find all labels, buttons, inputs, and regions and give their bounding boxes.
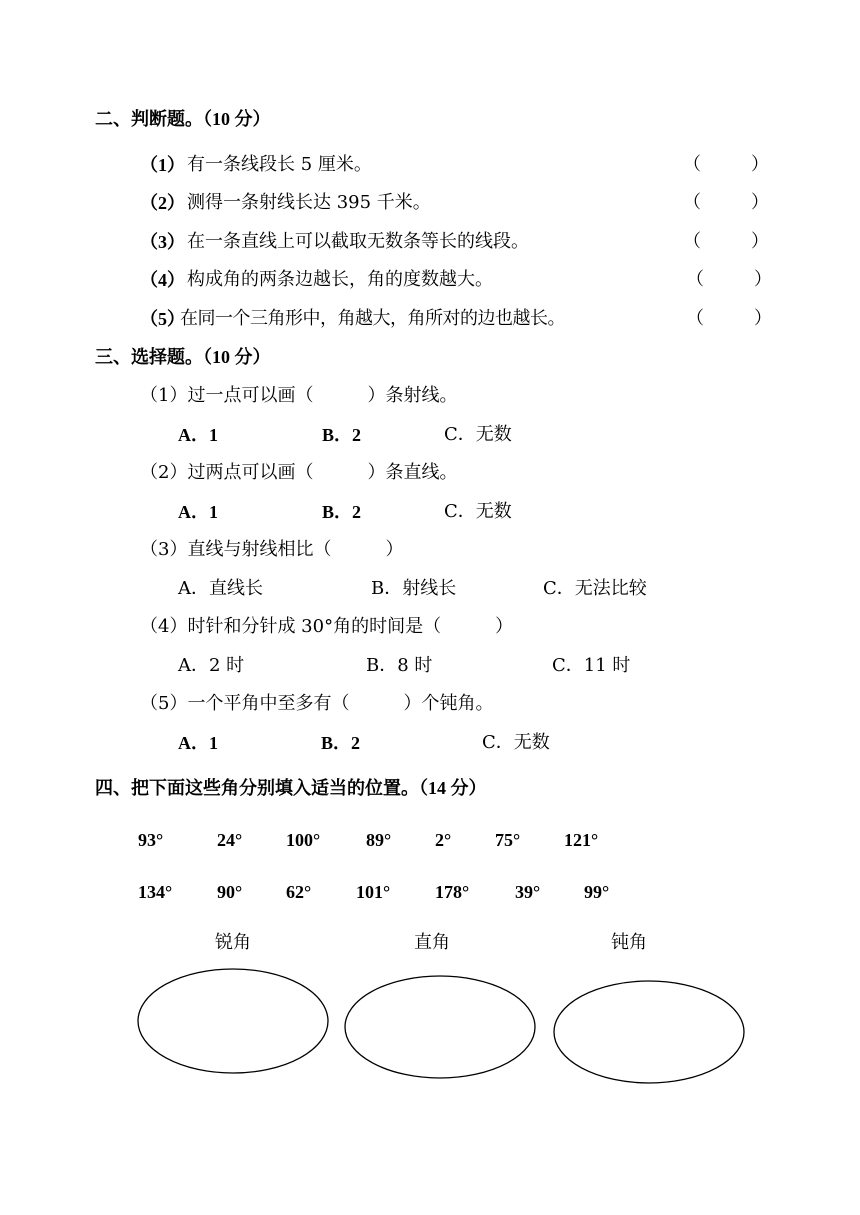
q2-option-a[interactable]: A．1 xyxy=(178,502,218,522)
q3-option-a[interactable]: A．直线长 xyxy=(178,578,263,599)
paren-right: ） xyxy=(754,308,772,329)
right-angle-oval[interactable] xyxy=(345,976,535,1078)
q3-option-c[interactable]: C．无法比较 xyxy=(543,578,647,599)
section3-q2-stem: （2）过两点可以画（ ）条直线。 xyxy=(140,462,458,483)
section4-title: 四、把下面这些角分别填入适当的位置。（14 分） xyxy=(95,778,487,798)
section2-q4-number: （4） xyxy=(140,270,185,290)
q4-option-b[interactable]: B．8 时 xyxy=(366,655,433,676)
q5-option-c[interactable]: C．无数 xyxy=(482,732,550,753)
q1-option-a[interactable]: A．1 xyxy=(178,425,218,445)
q5-option-b[interactable]: B．2 xyxy=(321,733,361,753)
section2-q3-number: （3） xyxy=(140,232,185,252)
paren-right: ） xyxy=(754,269,772,290)
angle-value[interactable]: 2° xyxy=(435,830,452,850)
section3-q4-stem: （4）时针和分针成 30°角的时间是（ ） xyxy=(140,616,514,637)
category-label-right: 直角 xyxy=(414,932,450,953)
angle-value[interactable]: 134° xyxy=(138,882,173,902)
angle-value[interactable]: 24° xyxy=(217,830,243,850)
angle-value[interactable]: 99° xyxy=(584,882,610,902)
paren-left: （ xyxy=(683,192,701,213)
q1-option-b[interactable]: B．2 xyxy=(322,425,362,445)
q2-option-c[interactable]: C．无数 xyxy=(444,501,512,522)
section2-q3-text: 在一条直线上可以截取无数条等长的线段。 xyxy=(187,231,529,252)
section2-q5-number: （5） xyxy=(140,309,185,329)
section2-q2-number: （2） xyxy=(140,193,185,213)
angle-value[interactable]: 62° xyxy=(286,882,312,902)
q5-option-a[interactable]: A．1 xyxy=(178,733,218,753)
q4-option-a[interactable]: A．2 时 xyxy=(178,655,245,676)
angle-value[interactable]: 39° xyxy=(515,882,541,902)
angle-value[interactable]: 121° xyxy=(564,830,599,850)
category-label-obtuse: 钝角 xyxy=(611,932,647,953)
section2-q2-text: 测得一条射线长达 395 千米。 xyxy=(187,192,431,213)
section2-q1-number: （1） xyxy=(140,155,185,175)
paren-right: ） xyxy=(751,192,769,213)
paren-left: （ xyxy=(683,231,701,252)
paren-right: ） xyxy=(751,154,769,175)
angle-value[interactable]: 100° xyxy=(286,830,321,850)
q2-option-b[interactable]: B．2 xyxy=(322,502,362,522)
section2-title: 二、判断题。（10 分） xyxy=(95,109,271,129)
paren-left: （ xyxy=(686,308,704,329)
section3-title: 三、选择题。（10 分） xyxy=(95,347,271,367)
angle-value[interactable]: 101° xyxy=(356,882,391,902)
category-label-acute: 锐角 xyxy=(215,932,251,953)
section2-q1-text: 有一条线段长 5 厘米。 xyxy=(187,154,372,175)
section3-q3-stem: （3）直线与射线相比（ ） xyxy=(140,539,404,560)
angle-value[interactable]: 90° xyxy=(217,882,243,902)
q1-option-c[interactable]: C．无数 xyxy=(444,424,512,445)
paren-left: （ xyxy=(683,154,701,175)
section3-q5-stem: （5）一个平角中至多有（ ）个钝角。 xyxy=(140,693,494,714)
q3-option-b[interactable]: B．射线长 xyxy=(371,578,457,599)
q4-option-c[interactable]: C．11 时 xyxy=(552,655,631,676)
section2-q4-text: 构成角的两条边越长，角的度数越大。 xyxy=(187,269,493,290)
angle-value[interactable]: 93° xyxy=(138,830,164,850)
angle-value[interactable]: 75° xyxy=(495,830,521,850)
acute-angle-oval[interactable] xyxy=(138,969,328,1073)
paren-right: ） xyxy=(751,231,769,252)
obtuse-angle-oval[interactable] xyxy=(554,981,744,1083)
angle-value[interactable]: 89° xyxy=(366,830,392,850)
section2-q5-text: 在同一个三角形中，角越大，角所对的边也越长。 xyxy=(180,308,565,329)
section3-q1-stem: （1）过一点可以画（ ）条射线。 xyxy=(140,385,458,406)
angle-value[interactable]: 178° xyxy=(435,882,470,902)
paren-left: （ xyxy=(686,269,704,290)
